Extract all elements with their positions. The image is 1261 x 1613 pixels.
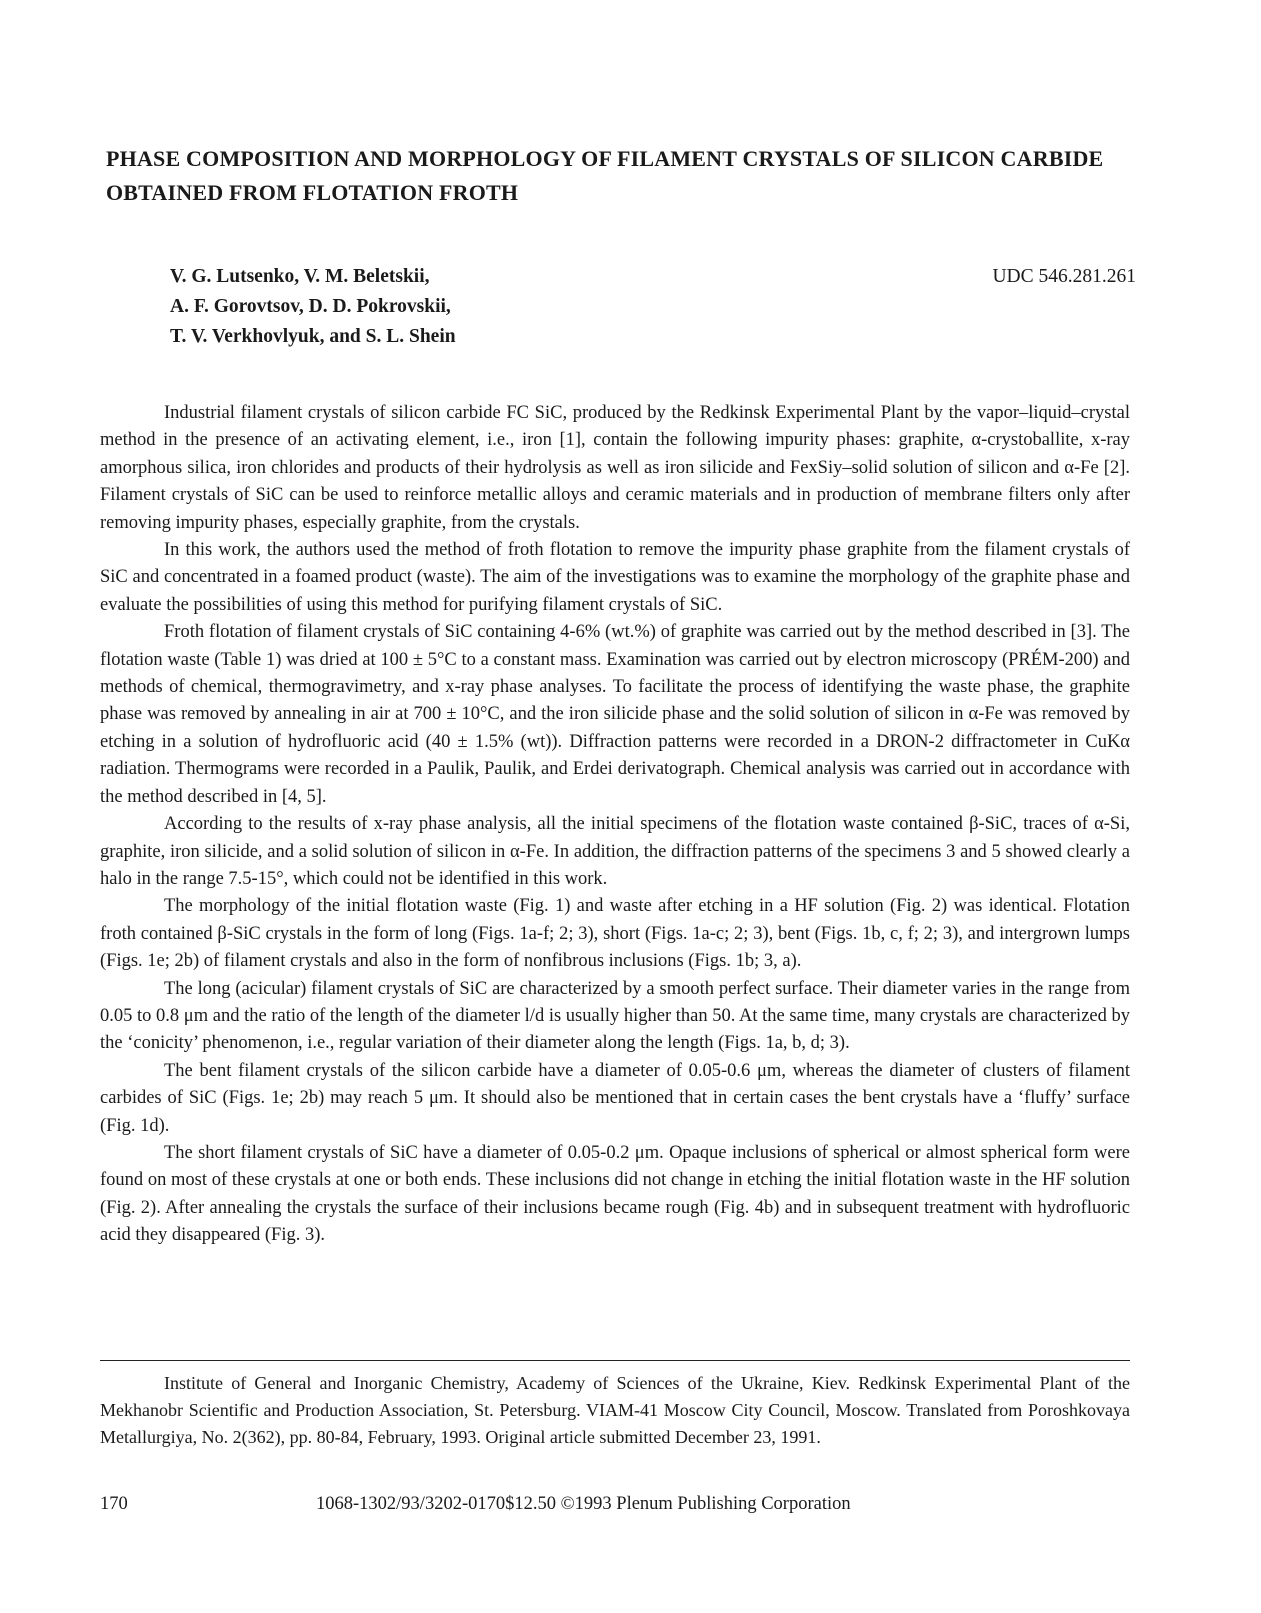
author-line: A. F. Gorovtsov, D. D. Pokrovskii, bbox=[170, 296, 451, 317]
footnote bbox=[100, 1370, 1130, 1451]
udc-code: UDC 546.281.261 bbox=[992, 266, 1136, 287]
body-text bbox=[100, 400, 1130, 1250]
paragraph: According to the results of x-ray phase analysis, all the initial specimens of the flotation waste contained β-SiC, traces of α-Si, graphite, iron silicide, and a solid solution of silicon in α-Fe. In addition, the diffraction patterns of the specimens 3 and 5 showed clearly a halo in the range 7.5-15°, which could not be identified in this work. bbox=[100, 814, 1130, 889]
paragraph: The long (acicular) filament crystals of SiC are characterized by a smooth perfect surface. Their diameter varies in the range from 0.05 to 0.8 μm and the ratio of the length of the diameter l/d is usually higher than 50. At the same time, many crystals are characterized by the ‘conicity’ phenomenon, i.e., regular variation of their diameter along the length (Figs. 1a, b, d; 3). bbox=[100, 978, 1130, 1054]
paragraph: The short filament crystals of SiC have a diameter of 0.05-0.2 μm. Opaque inclusions of spherical or almost spherical form were found on most of these crystals at one or both ends. These inclusions did not change in etching the initial flotation waste in the HF solution (Fig. 2). After annealing the crystals the surface of their inclusions became rough (Fig. 4b) and in subsequent treatment with hydrofluoric acid they disappeared (Fig. 3). bbox=[100, 1142, 1130, 1246]
paragraph: Froth flotation of filament crystals of SiC containing 4-6% (wt.%) of graphite was carried out by the method described in [3]. The flotation waste (Table 1) was dried at 100 ± 5°C to a constant mass. Examination was carried out by electron microscopy (PRÉM-200) and methods of chemical, thermogravimetry, and x-ray phase analyses. To facilitate the process of identifying the waste phase, the graphite phase was removed by annealing in air at 700 ± 10°C, and the iron silicide phase and the solid solution of silicon in α-Fe was removed by etching in a solution of hydrofluoric acid (40 ± 1.5% (wt)). Diffraction patterns were recorded in a DRON-2 diffractometer in CuKα radiation. Thermograms were recorded in a Paulik, Paulik, and Erdei derivatograph. Chemical analysis was carried out in accordance with the method described in [4, 5]. bbox=[100, 622, 1130, 807]
author-list bbox=[170, 262, 456, 352]
copyright-line: 1068-1302/93/3202-0170$12.50 ©1993 Plenum Publishing Corporation bbox=[316, 1494, 851, 1514]
paragraph: The bent filament crystals of the silicon carbide have a diameter of 0.05-0.6 μm, whereas the diameter of clusters of filament carbides of SiC (Figs. 1e; 2b) may reach 5 μm. It should also be mentioned that in certain cases the bent crystals have a ‘fluffy’ surface (Fig. 1d). bbox=[100, 1060, 1130, 1136]
author-line: T. V. Verkhovlyuk, and S. L. Shein bbox=[170, 326, 456, 347]
paper-title: PHASE COMPOSITION AND MORPHOLOGY OF FILAMENT CRYSTALS OF SILICON CARBIDE OBTAINED FROM FLOTATION FROTH bbox=[106, 146, 1104, 205]
author-line: V. G. Lutsenko, V. M. Beletskii, bbox=[170, 266, 430, 287]
paragraph: The morphology of the initial flotation waste (Fig. 1) and waste after etching in a HF solution (Fig. 2) was identical. Flotation froth contained β-SiC crystals in the form of long (Figs. 1a-f; 2; 3), short (Figs. 1a-c; 2; 3), bent (Figs. 1b, c, f; 2; 3), and intergrown lumps (Figs. 1e; 2b) of filament crystals and also in the form of nonfibrous inclusions (Figs. 1b; 3, a). bbox=[100, 896, 1130, 972]
page-number: 170 bbox=[100, 1494, 128, 1514]
paragraph: Industrial filament crystals of silicon carbide FC SiC, produced by the Redkinsk Experimental Plant by the vapor–liquid–crystal method in the presence of an activating element, i.e., iron [1], contain the following impurity phases: graphite, α-crystoballite, x-ray amorphous silica, iron chlorides and products of their hydrolysis as well as iron silicide and FexSiy–solid solution of silicon and α-Fe [2]. Filament crystals of SiC can be used to reinforce metallic alloys and ceramic materials and in production of membrane filters only after removing impurity phases, especially graphite, from the crystals. bbox=[100, 403, 1130, 533]
footnote-text: Institute of General and Inorganic Chemistry, Academy of Sciences of the Ukraine, Kiev. Redkinsk Experimental Plant of the Mekhanobr Scientific and Production Association, St. Petersburg. VIAM-41 Moscow City Council, Moscow. Translated from Poroshkovaya Metallurgiya, No. 2(362), pp. 80-84, February, 1993. Original article submitted December 23, 1991. bbox=[100, 1373, 1130, 1447]
paragraph: In this work, the authors used the method of froth flotation to remove the impurity phase graphite from the filament crystals of SiC and concentrated in a foamed product (waste). The aim of the investigations was to examine the morphology of the graphite phase and evaluate the possibilities of using this method for purifying filament crystals of SiC. bbox=[100, 540, 1130, 615]
footnote-divider bbox=[100, 1360, 1130, 1361]
